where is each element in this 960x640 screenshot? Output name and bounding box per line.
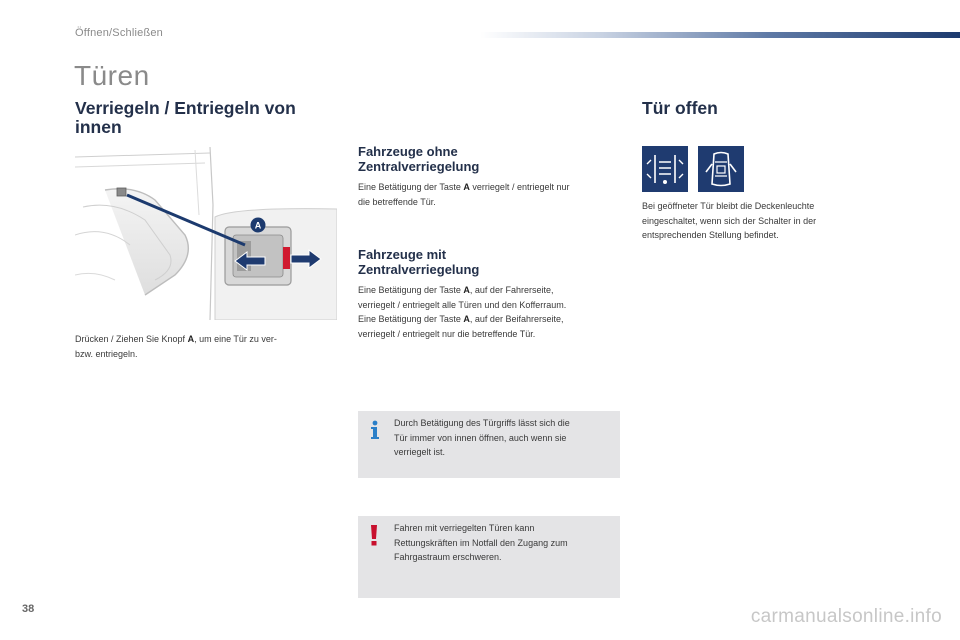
central-locking-heading: Fahrzeuge mit Zentralverriegelung <box>358 247 480 277</box>
info-box <box>358 411 620 478</box>
info-text: Durch Betätigung des Türgriffs lässt sich die Tür immer von innen öffnen, auch wenn sie verriegelt ist. <box>394 418 570 457</box>
page-title: Türen <box>74 60 150 91</box>
watermark: carmanualsonline.info <box>750 606 942 627</box>
car-door-open-icon <box>698 146 744 192</box>
page-number: 38 <box>22 603 35 615</box>
central-locking-text: Eine Betätigung der Taste A, auf der Fahrerseite, verriegelt / entriegelt alle Türen und den Kofferraum. Eine Betätigung der Taste A, auf der Beifahrerseite, verriegelt / entriegelt nur die betreffende Tür. <box>358 285 567 339</box>
marker-a-label: A <box>254 220 262 231</box>
section-header: Öffnen/Schließen <box>75 27 163 39</box>
door-handle-illustration <box>75 145 337 320</box>
left-heading-line1: Verriegeln / Entriegeln von <box>75 98 296 118</box>
door-open-heading: Tür offen <box>642 98 718 118</box>
warning-text: Fahren mit verriegelten Türen kann Rettungskräften im Notfall den Zugang zum Fahrgastraum erschweren. <box>394 523 568 562</box>
left-caption-line1: Drücken / Ziehen Sie Knopf A, um eine Tür zu ver- <box>75 334 277 344</box>
warning-icon <box>368 524 380 546</box>
door-open-lamp-icon <box>642 146 688 192</box>
door-open-text: Bei geöffneter Tür bleibt die Deckenleuchte eingeschaltet, wenn sich der Schalter in der entsprechenden Stellung befindet. <box>642 201 817 240</box>
left-heading-line2: innen <box>75 117 122 137</box>
no-central-locking-text: Eine Betätigung der Taste A verriegelt / entriegelt nur die betreffende Tür. <box>358 182 570 207</box>
left-caption <box>75 332 335 361</box>
warning-box <box>358 516 620 598</box>
header-gradient-bar <box>480 32 960 38</box>
info-icon <box>368 420 382 440</box>
no-central-locking-heading: Fahrzeuge ohne Zentralverriegelung <box>358 144 480 174</box>
left-caption-line2: bzw. entriegeln. <box>75 348 138 359</box>
left-heading <box>75 99 296 137</box>
